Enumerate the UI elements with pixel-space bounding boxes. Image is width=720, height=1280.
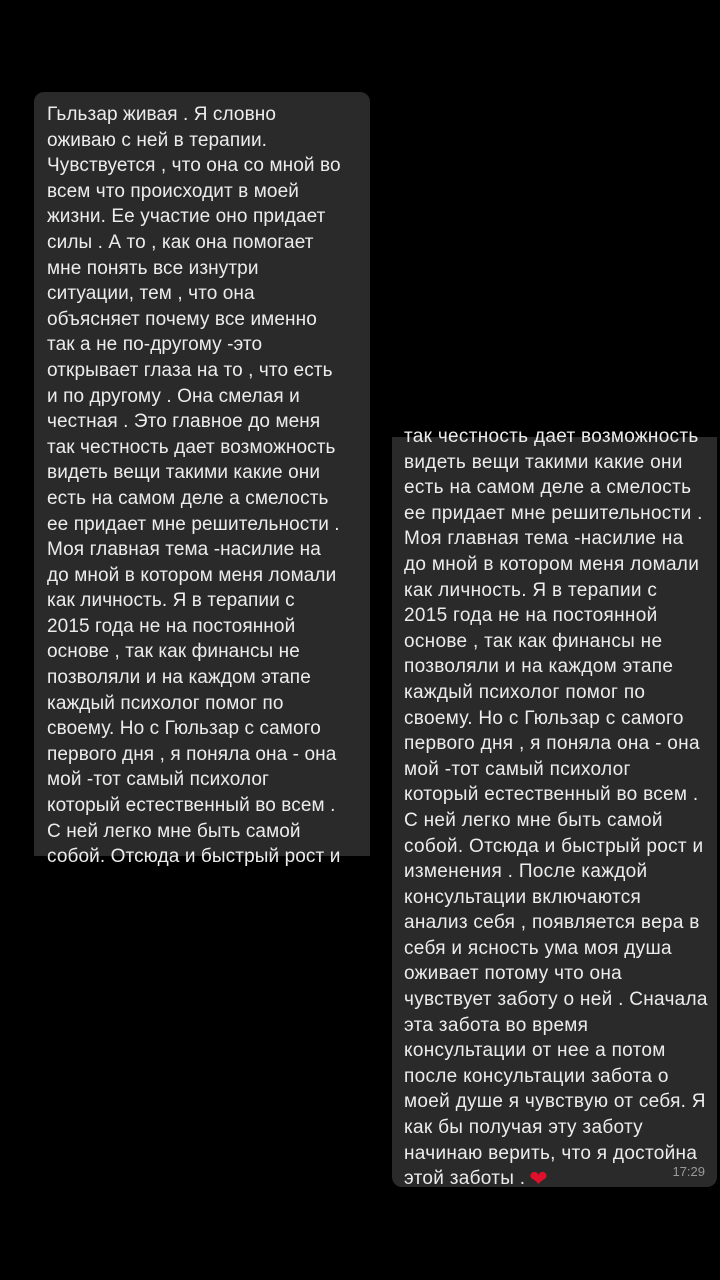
message-line: Моя главная тема -насилие на bbox=[47, 539, 321, 561]
message-line: собой. Отсюда и быстрый рост и bbox=[47, 846, 341, 868]
message-line: и по другому . Она смелая и bbox=[47, 385, 300, 407]
message-line: после консультации забота о bbox=[404, 1065, 669, 1087]
message-line: позволяли и на каждом этапе bbox=[404, 656, 674, 678]
message-text-right bbox=[404, 424, 709, 1192]
message-line: этой заботы . bbox=[404, 1168, 526, 1190]
message-line: до мной в котором меня ломали bbox=[404, 553, 700, 575]
message-line: мой -тот самый психолог bbox=[47, 769, 270, 791]
message-line: Гьльзар живая . Я словно bbox=[47, 104, 277, 125]
message-line: так а не по-другому -это bbox=[47, 334, 263, 356]
message-line: силы . А то , как она помогает bbox=[47, 231, 314, 253]
message-line: мне понять все изнутри bbox=[47, 257, 259, 279]
message-line: изменения . После каждой bbox=[404, 861, 648, 883]
message-line: видеть вещи такими какие они bbox=[47, 462, 321, 484]
message-line: до мной в котором меня ломали bbox=[47, 564, 337, 586]
message-line: мой -тот самый психолог bbox=[404, 758, 631, 780]
message-line: С ней легко мне быть самой bbox=[404, 809, 663, 831]
message-line: так честность дает возможность bbox=[404, 426, 699, 447]
heart-emoji-icon: ❤ bbox=[529, 1166, 549, 1192]
message-line: первого дня , я поняла она - она bbox=[47, 743, 337, 765]
message-line-last bbox=[404, 1166, 709, 1192]
message-line: как личность. Я в терапии с bbox=[404, 579, 658, 601]
message-line: позволяли и на каждом этапе bbox=[47, 667, 311, 689]
message-bubble-right[interactable] bbox=[392, 426, 717, 1192]
message-line: консультации от нее а потом bbox=[404, 1040, 666, 1062]
message-text-left bbox=[47, 102, 358, 870]
message-line: есть на самом деле а смелость bbox=[404, 477, 692, 499]
message-line: честная . Это главное до меня bbox=[47, 411, 321, 433]
message-line: анализ себя , появляется вера в bbox=[404, 912, 700, 934]
message-line: оживает потому что она bbox=[404, 963, 623, 985]
message-line: видеть вещи такими какие они bbox=[404, 451, 683, 473]
message-line: открывает глаза на то , что есть bbox=[47, 359, 333, 381]
message-line: себя и ясность ума моя душа bbox=[404, 937, 672, 959]
message-line: ее придает мне решительности . bbox=[404, 502, 703, 524]
message-line: основе , так как финансы не bbox=[47, 641, 300, 663]
message-line: как личность. Я в терапии с bbox=[47, 590, 295, 612]
message-line: моей душе я чувствую от себя. Я bbox=[404, 1091, 706, 1113]
message-line: каждый психолог помог по bbox=[404, 681, 646, 703]
message-line: есть на самом деле а смелость bbox=[47, 487, 329, 509]
message-line: ситуации, тем , что она bbox=[47, 283, 255, 305]
message-line: основе , так как финансы не bbox=[404, 630, 663, 652]
message-line: который естественный во всем . bbox=[404, 784, 699, 806]
message-line: начинаю верить, что я достойна bbox=[404, 1142, 698, 1164]
message-line: первого дня , я поняла она - она bbox=[404, 733, 700, 755]
message-line: ее придает мне решительности . bbox=[47, 513, 340, 535]
message-line: своему. Но с Гюльзар с самого bbox=[404, 707, 684, 729]
message-line: объясняет почему все именно bbox=[47, 308, 317, 330]
message-timestamp: 17:29 bbox=[672, 1164, 705, 1179]
message-line: чувствует заботу о ней . Сначала bbox=[404, 989, 708, 1011]
message-line: который естественный во всем . bbox=[47, 795, 336, 817]
message-line: собой. Отсюда и быстрый рост и bbox=[404, 835, 704, 857]
message-line: своему. Но с Гюльзар с самого bbox=[47, 718, 321, 740]
message-line: 2015 года не на постоянной bbox=[404, 605, 658, 627]
message-line: оживаю с ней в терапии. bbox=[47, 129, 268, 151]
message-bubble-left[interactable] bbox=[34, 92, 370, 868]
message-line: всем что происходит в моей bbox=[47, 180, 299, 202]
message-line: эта забота во время bbox=[404, 1014, 589, 1036]
message-line: Моя главная тема -насилие на bbox=[404, 528, 684, 550]
message-line: 2015 года не на постоянной bbox=[47, 615, 296, 637]
message-line: так честность дает возможность bbox=[47, 436, 336, 458]
message-line: каждый психолог помог по bbox=[47, 692, 284, 714]
message-line: Чувствуется , что она со мной во bbox=[47, 155, 341, 177]
message-line: С ней легко мне быть самой bbox=[47, 820, 301, 842]
message-line: жизни. Ее участие оно придает bbox=[47, 206, 326, 228]
message-line: консультации включаются bbox=[404, 886, 642, 908]
message-line: как бы получая эту заботу bbox=[404, 1117, 643, 1139]
